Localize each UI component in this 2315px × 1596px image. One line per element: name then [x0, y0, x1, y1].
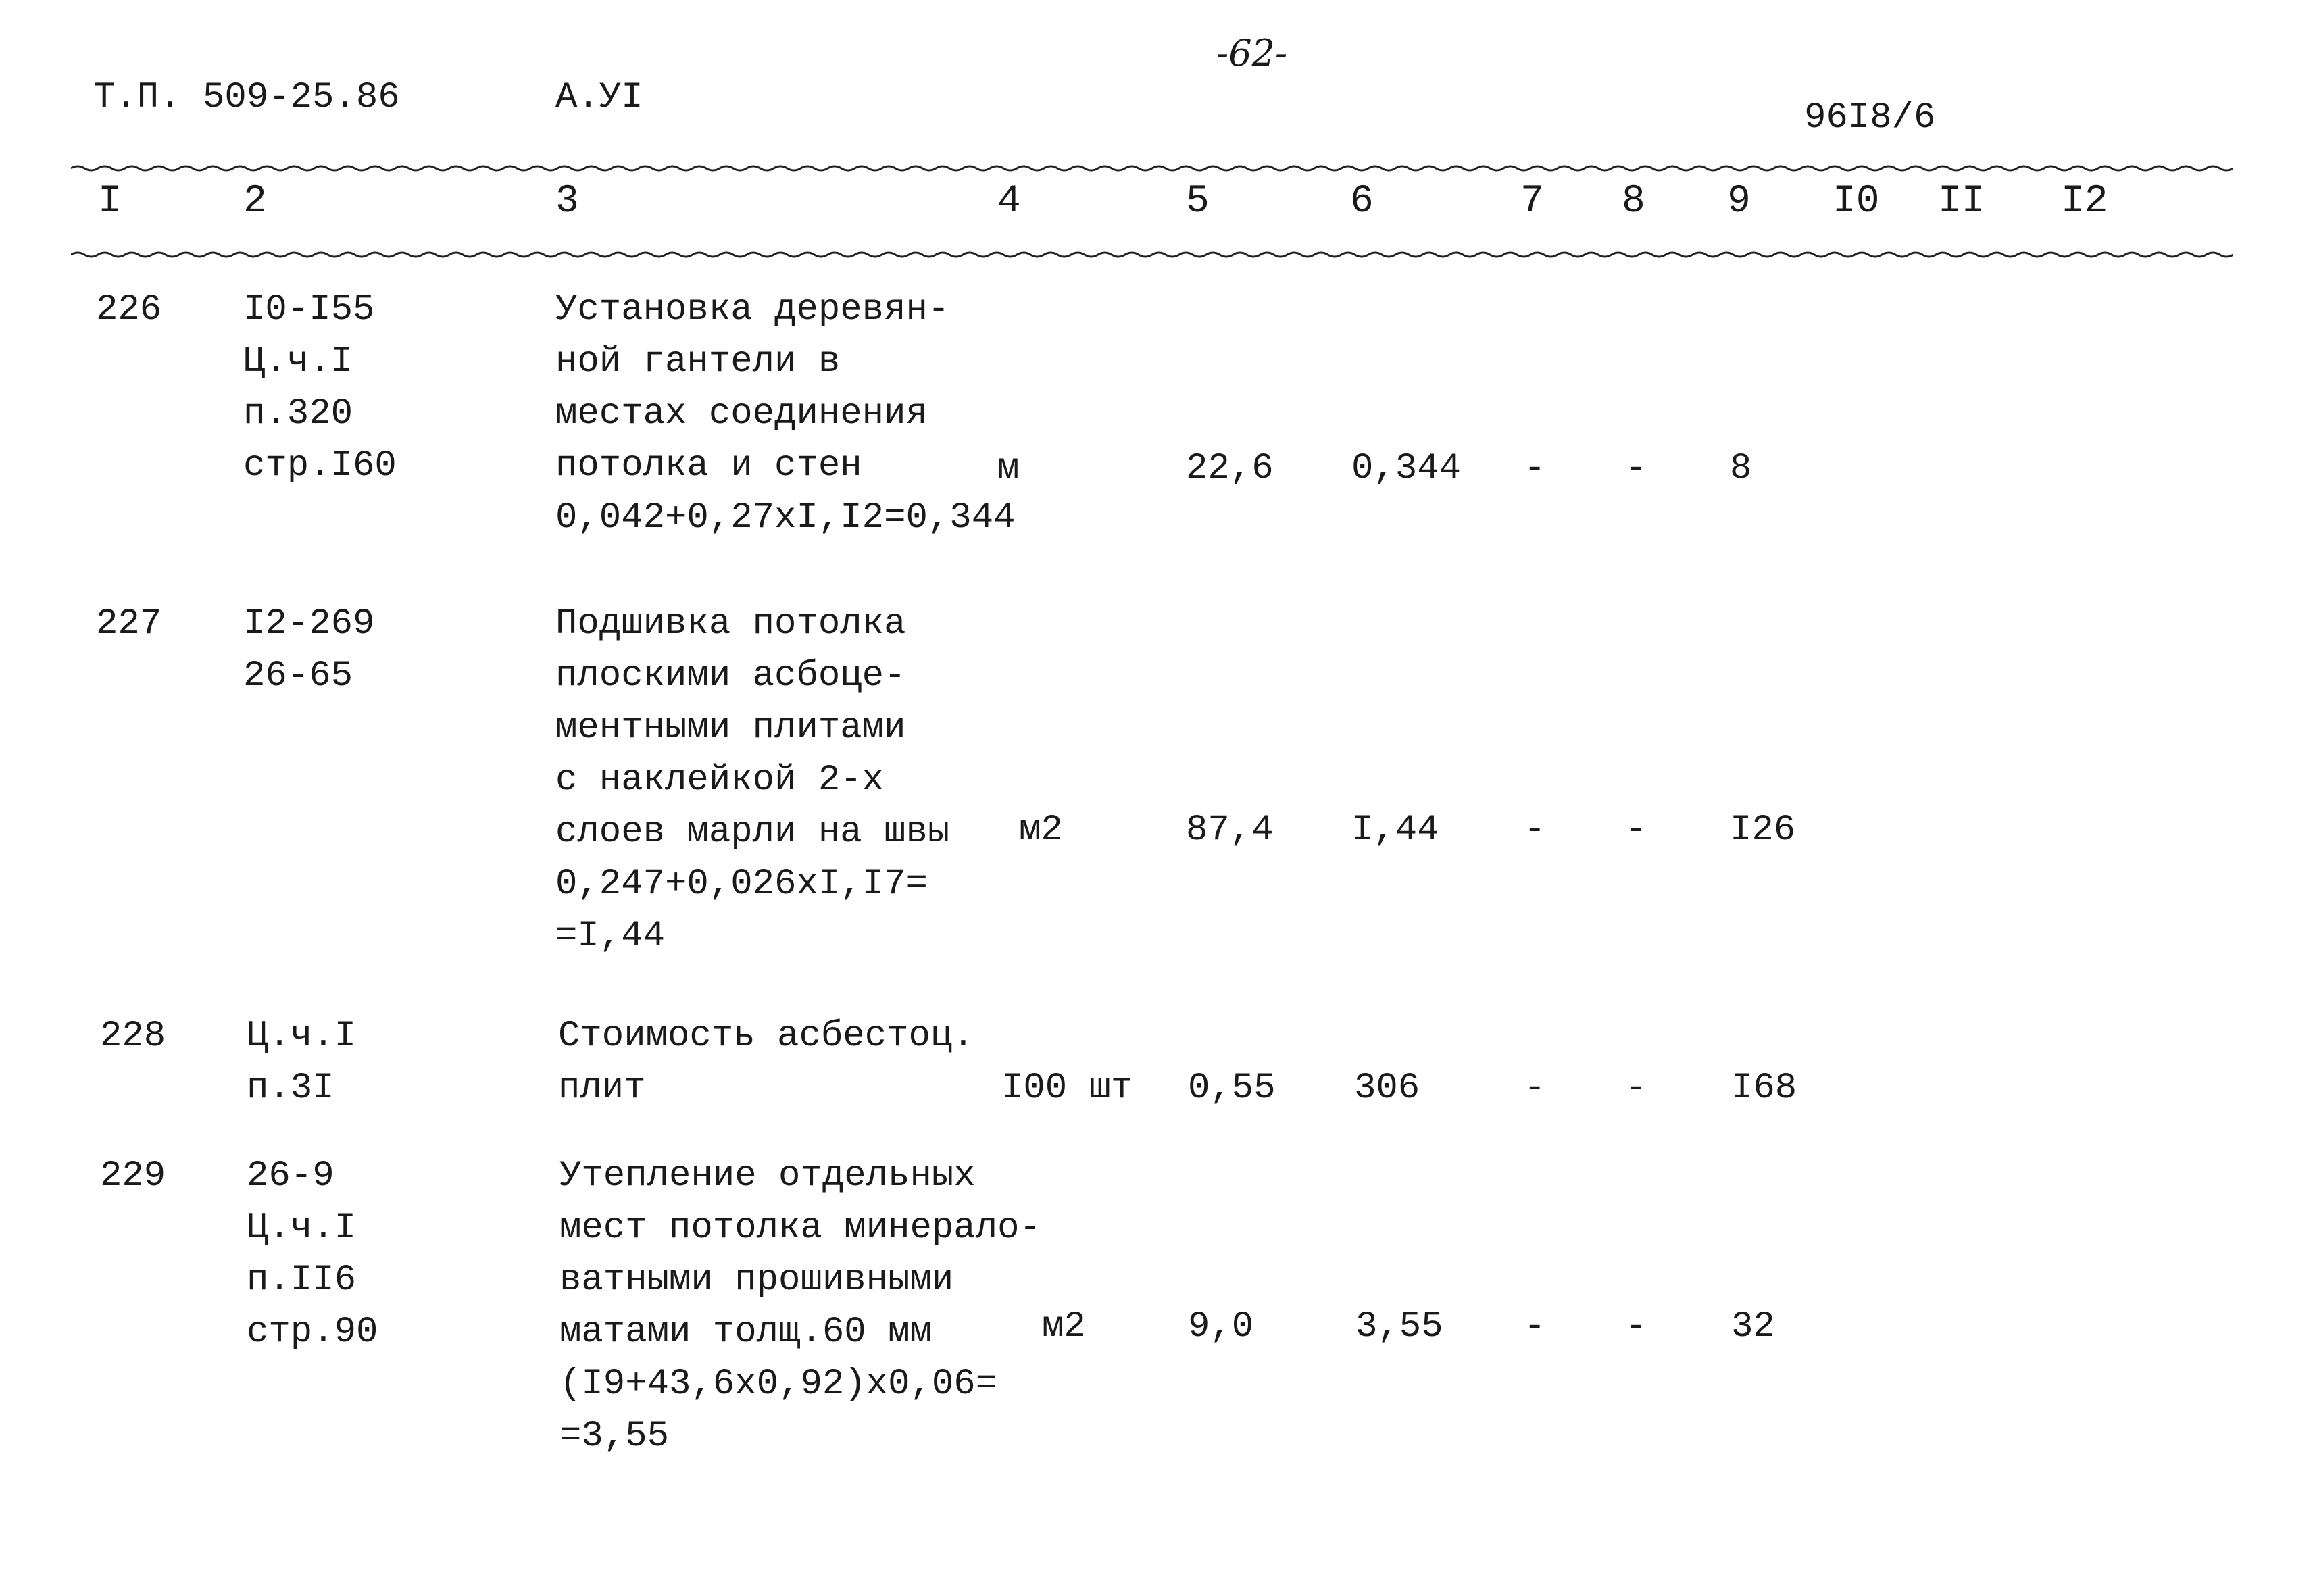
row-226-col9: 8 [1730, 448, 1752, 489]
row-227-col9: I26 [1730, 809, 1796, 851]
row-227-description: Подшивка потолка плоскими асбоце- ментными плитами с наклейкой 2-х слоев марли на швы 0,247+0,026xI,I7= =I,44 [555, 603, 950, 957]
sheet-code: 96I8/6 [1804, 97, 1936, 139]
column-header-6: 6 [1350, 180, 1374, 224]
row-226-col8: - [1625, 448, 1647, 489]
row-228-col8: - [1625, 1068, 1647, 1109]
header-rule-bottom [71, 250, 2233, 259]
doc-code: Т.П. 509-25.86 [93, 77, 400, 118]
row-229-price: 3,55 [1355, 1306, 1443, 1347]
row-229-basis: 26-9 Ц.ч.I п.II6 стр.90 [247, 1155, 378, 1353]
row-227-col7: - [1524, 809, 1546, 851]
row-227-unit: м2 [1019, 809, 1063, 851]
column-header-8: 8 [1622, 180, 1645, 224]
row-226-description: Установка деревян- ной гантели в местах соединения потолка и стен 0,042+0,27xI,I2=0,344 [555, 289, 1016, 539]
column-header-3: 3 [555, 180, 579, 224]
row-229-quantity: 9,0 [1188, 1306, 1254, 1347]
row-227-number: 227 [96, 603, 162, 645]
column-header-9: 9 [1727, 180, 1751, 224]
row-228-number: 228 [100, 1016, 166, 1057]
row-228-price: 306 [1354, 1068, 1420, 1109]
column-header-1: I [98, 180, 122, 224]
row-226-basis: I0-I55 Ц.ч.I п.320 стр.I60 [243, 289, 397, 487]
row-228-unit: I00 шт [1001, 1068, 1133, 1109]
column-header-5: 5 [1186, 180, 1210, 224]
row-229-col8: - [1625, 1306, 1647, 1347]
row-227-col8: - [1625, 809, 1647, 851]
column-header-2: 2 [243, 180, 267, 224]
column-header-7: 7 [1520, 180, 1544, 224]
row-229-col7: - [1524, 1306, 1546, 1347]
row-226-number: 226 [96, 289, 162, 330]
row-228-col7: - [1524, 1068, 1546, 1109]
album-code: А.УI [555, 77, 643, 118]
row-229-unit: м2 [1042, 1306, 1086, 1347]
column-header-11: II [1938, 180, 1985, 224]
row-228-col9: I68 [1731, 1068, 1797, 1109]
row-228-description: Стоимость асбестоц. плит [558, 1016, 974, 1109]
row-228-basis: Ц.ч.I п.3I [247, 1016, 357, 1109]
row-229-description: Утепление отдельных мест потолка минерало- ватными прошивными матами толщ.60 мм (I9+43,6x0,92)x0,06= =3,55 [559, 1155, 1041, 1457]
header-rule-top [71, 164, 2233, 173]
column-header-10: I0 [1833, 180, 1880, 224]
row-226-price: 0,344 [1351, 448, 1462, 489]
row-226-col7: - [1524, 448, 1546, 489]
row-229-col9: 32 [1731, 1306, 1775, 1347]
column-header-4: 4 [997, 180, 1021, 224]
page-number: -62- [1216, 32, 1288, 74]
row-226-quantity: 22,6 [1186, 448, 1274, 489]
column-header-12: I2 [2061, 180, 2108, 224]
row-227-price: I,44 [1351, 809, 1439, 851]
row-227-quantity: 87,4 [1186, 809, 1274, 851]
row-228-quantity: 0,55 [1188, 1068, 1276, 1109]
row-226-unit: м [997, 448, 1020, 489]
row-227-basis: I2-269 26-65 [243, 603, 375, 697]
row-229-number: 229 [100, 1155, 166, 1197]
